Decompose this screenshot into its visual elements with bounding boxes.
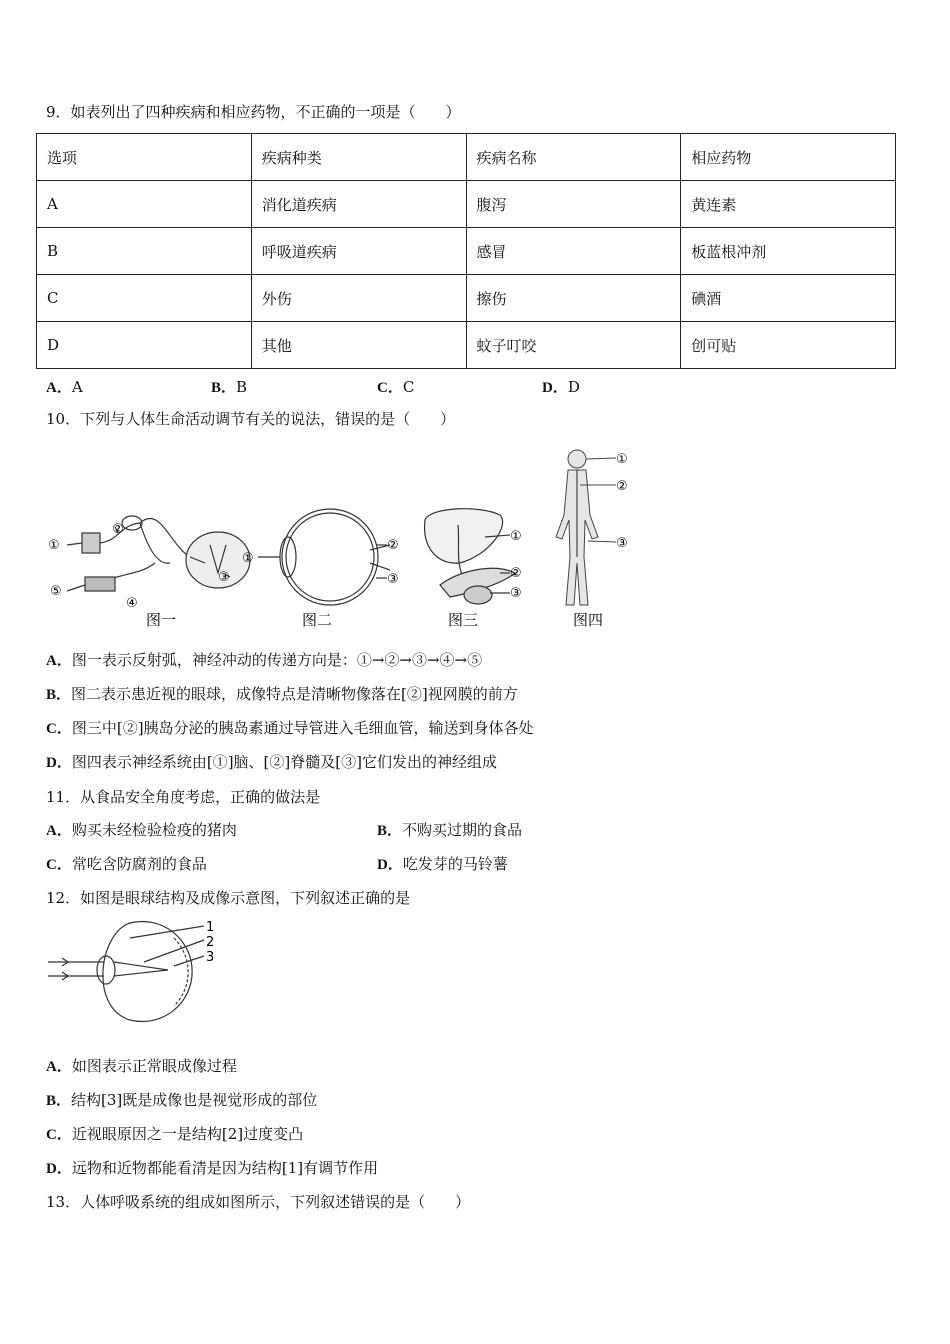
q11-option-a[interactable]: A．购买未经检验检疫的猪肉 (46, 821, 237, 839)
q12-option-a[interactable]: A．如图表示正常眼成像过程 (46, 1057, 237, 1075)
table-header-cell: 相应药物 (681, 134, 896, 181)
table-cell: A (37, 181, 252, 228)
nervous-system-figure (556, 450, 616, 605)
table-cell: 消化道疾病 (251, 181, 466, 228)
table-row (37, 275, 896, 322)
q9-table (36, 133, 896, 369)
figure-label-2: 图二 (302, 611, 333, 629)
table-cell: 黄连素 (681, 181, 896, 228)
marker-3: ③ (616, 536, 628, 551)
figure-number-1: 1 (206, 920, 215, 935)
marker-1: ① (616, 452, 628, 467)
table-cell: 擦伤 (466, 275, 681, 322)
marker-3: ③ (387, 572, 399, 587)
table-row (37, 181, 896, 228)
table-cell: 腹泻 (466, 181, 681, 228)
table-header-cell: 疾病名称 (466, 134, 681, 181)
marker-2: ② (112, 522, 124, 537)
table-cell: 碘酒 (681, 275, 896, 322)
marker-4: ④ (126, 596, 138, 611)
q9-option-b[interactable]: B．B (211, 378, 248, 396)
q13-stem: 13．人体呼吸系统的组成如图所示，下列叙述错误的是（ ） (46, 1193, 471, 1211)
table-cell: C (37, 275, 252, 322)
table-cell: 感冒 (466, 228, 681, 275)
table-cell: 蚊子叮咬 (466, 322, 681, 369)
q12-stem: 12．如图是眼球结构及成像示意图，下列叙述正确的是 (46, 889, 411, 907)
q10-option-d[interactable]: D．图四表示神经系统由[①]脑、[②]脊髓及[③]它们发出的神经组成 (46, 753, 497, 771)
marker-2: ② (510, 566, 522, 581)
q11-option-b[interactable]: B．不购买过期的食品 (377, 821, 523, 839)
q9-stem: 9．如表列出了四种疾病和相应药物，不正确的一项是（ ） (46, 103, 461, 121)
table-row (37, 228, 896, 275)
q10-figures (40, 445, 650, 635)
q9-option-d[interactable]: D．D (542, 378, 580, 396)
q10-option-c[interactable]: C．图三中[②]胰岛分泌的胰岛素通过导管进入毛细血管，输送到身体各处 (46, 719, 534, 737)
table-cell: 外伤 (251, 275, 466, 322)
marker-2: ② (616, 479, 628, 494)
q11-option-c[interactable]: C．常吃含防腐剂的食品 (46, 855, 207, 873)
q10-option-b[interactable]: B．图二表示患近视的眼球，成像特点是清晰物像落在[②]视网膜的前方 (46, 685, 518, 703)
table-cell: D (37, 322, 252, 369)
table-cell: 其他 (251, 322, 466, 369)
table-cell: 板蓝根冲剂 (681, 228, 896, 275)
marker-3: ③ (218, 570, 230, 585)
table-cell: 呼吸道疾病 (251, 228, 466, 275)
marker-5: ⑤ (50, 584, 62, 599)
table-cell: B (37, 228, 252, 275)
q9-option-c[interactable]: C．C (377, 378, 415, 396)
marker-1: ① (48, 538, 60, 553)
marker-1: ① (510, 529, 522, 544)
figure-number-3: 3 (206, 950, 215, 965)
marker-1: ① (242, 551, 254, 566)
table-cell: 创可贴 (681, 322, 896, 369)
q12-eye-figure (44, 918, 224, 1028)
figure-label-3: 图三 (448, 611, 479, 629)
table-header-cell: 选项 (37, 134, 252, 181)
marker-2: ② (387, 538, 399, 553)
q12-option-c[interactable]: C．近视眼原因之一是结构[2]过度变凸 (46, 1125, 304, 1143)
q11-option-d[interactable]: D．吃发芽的马铃薯 (377, 855, 508, 873)
figure-label-4: 图四 (573, 611, 604, 629)
q10-stem: 10．下列与人体生命活动调节有关的说法，错误的是（ ） (46, 410, 456, 428)
q12-option-d[interactable]: D．远物和近物都能看清是因为结构[1]有调节作用 (46, 1159, 379, 1177)
eyeball-figure (258, 509, 390, 605)
liver-pancreas-figure (425, 509, 515, 604)
table-row (37, 322, 896, 369)
q12-option-b[interactable]: B．结构[3]既是成像也是视觉形成的部位 (46, 1091, 318, 1109)
q9-option-a[interactable]: A．A (46, 378, 83, 396)
figure-label-1: 图一 (146, 611, 177, 629)
table-header-row (37, 134, 896, 181)
table-header-cell: 疾病种类 (251, 134, 466, 181)
q11-stem: 11．从食品安全角度考虑，正确的做法是 (46, 788, 321, 806)
marker-3: ③ (510, 586, 522, 601)
q10-option-a[interactable]: A．图一表示反射弧，神经冲动的传递方向是：①→②→③→④→⑤ (46, 651, 483, 669)
figure-number-2: 2 (206, 935, 215, 950)
